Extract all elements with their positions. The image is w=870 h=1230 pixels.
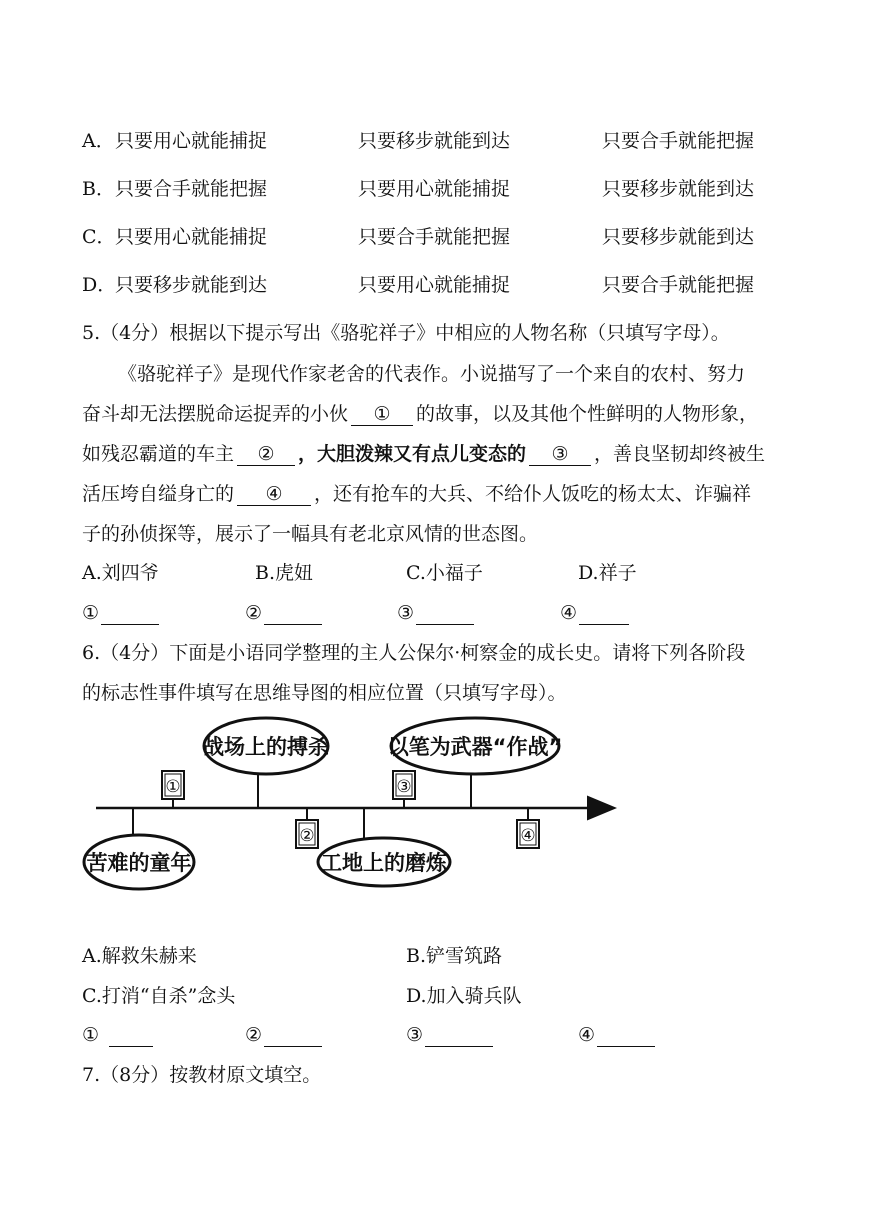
q5-text: ，大胆泼辣又有点儿变态的 <box>298 443 527 465</box>
q5-option-d: D.祥子 <box>578 562 637 584</box>
answer-label: ④ <box>578 1024 596 1046</box>
q6-answer-blank-4[interactable] <box>597 1024 655 1047</box>
answer-label: ④ <box>560 602 578 624</box>
q4-option-b-col3: 只要移步就能到达 <box>602 178 755 200</box>
q5-text: 奋斗却无法摆脱命运捉弄的小伙 <box>82 403 349 425</box>
q5-paragraph-line1: 《骆驼祥子》是现代作家老舍的代表作。小说描写了一个来自的农村、努力 <box>118 363 746 385</box>
q4-option-c-col1: 只要用心就能捕捉 <box>115 226 268 248</box>
q6-option-a: A.解救朱赫来 <box>82 945 197 967</box>
answer-label: ③ <box>406 1024 424 1046</box>
q4-option-c-col3: 只要移步就能到达 <box>602 226 755 248</box>
q4-option-d-letter: D． <box>82 274 117 296</box>
q5-blank-3[interactable]: ③ <box>529 443 591 466</box>
q6-option-c: C.打消“自杀”念头 <box>82 985 236 1007</box>
q5-text: ，还有抢车的大兵、不给仆人饭吃的杨太太、诈骗祥 <box>314 483 752 505</box>
bubble-text: 工地上的磨炼 <box>321 851 447 875</box>
answer-label: ② <box>245 602 263 624</box>
answer-label: ① <box>82 1024 100 1046</box>
marker-label: ① <box>165 777 181 797</box>
q5-text: ，善良坚韧却终被生 <box>594 443 766 465</box>
bubble-construction-site <box>318 838 450 886</box>
q5-blank-4[interactable]: ④ <box>237 483 311 506</box>
q4-option-a-letter: A． <box>82 130 115 152</box>
q4-option-c-col2: 只要合手就能把握 <box>358 226 511 248</box>
marker-label: ② <box>299 826 315 846</box>
bubble-text: 苦难的童年 <box>86 851 192 875</box>
q5-blank-1[interactable]: ① <box>351 403 413 426</box>
q4-option-b-letter: B． <box>82 178 115 200</box>
q5-option-c: C.小福子 <box>406 562 483 584</box>
q5-option-a: A.刘四爷 <box>82 562 159 584</box>
q4-option-a-col3: 只要合手就能把握 <box>602 130 755 152</box>
q4-option-b-col2: 只要用心就能捕捉 <box>358 178 511 200</box>
marker-label: ③ <box>396 777 412 797</box>
q6-stem-line1: 6.（4分）下面是小语同学整理的主人公保尔·柯察金的成长史。请将下列各阶段 <box>82 642 746 664</box>
q5-option-b: B.虎妞 <box>255 562 314 584</box>
q6-answer-2 <box>245 1023 325 1047</box>
q6-answer-3 <box>406 1023 496 1047</box>
q6-answer-blank-3[interactable] <box>425 1024 493 1047</box>
q4-option-a-col1: 只要用心就能捕捉 <box>115 130 268 152</box>
q5-stem: 5.（4分）根据以下提示写出《骆驼祥子》中相应的人物名称（只填写字母）。 <box>82 322 730 344</box>
answer-label: ③ <box>397 602 415 624</box>
marker-box-1[interactable] <box>162 771 184 799</box>
q5-text: 活压垮自缢身亡的 <box>82 483 235 505</box>
q5-text: 如残忍霸道的车主 <box>82 443 235 465</box>
q4-option-c-letter: C． <box>82 226 116 248</box>
q4-option-d-col3: 只要合手就能把握 <box>602 274 755 296</box>
q4-option-d-col1: 只要移步就能到达 <box>115 274 268 296</box>
bubble-childhood <box>84 835 194 889</box>
q4-option-b-col1: 只要合手就能把握 <box>115 178 268 200</box>
marker-box-4[interactable] <box>517 820 539 848</box>
bubble-battlefield <box>203 718 329 774</box>
answer-label: ① <box>82 602 100 624</box>
q6-stem-line2: 的标志性事件填写在思维导图的相应位置（只填写字母）。 <box>82 682 567 704</box>
marker-label: ④ <box>520 826 536 846</box>
q4-option-d-col2: 只要用心就能捕捉 <box>358 274 511 296</box>
marker-box-3[interactable] <box>393 771 415 799</box>
q4-option-a-col2: 只要移步就能到达 <box>358 130 511 152</box>
bubble-pen-as-weapon <box>388 718 563 774</box>
marker-box-2[interactable] <box>296 820 318 848</box>
q6-answer-blank-1[interactable] <box>109 1024 153 1047</box>
q5-text: 的故事，以及其他个性鲜明的人物形象， <box>416 403 759 425</box>
q5-blank-2[interactable]: ② <box>237 443 295 466</box>
bubble-text: 以笔为武器“作战” <box>387 735 563 759</box>
q6-option-b: B.铲雪筑路 <box>406 945 503 967</box>
q5-paragraph-line5: 子的孙侦探等，展示了一幅具有老北京风情的世态图。 <box>82 523 539 545</box>
q7-stem: 7.（8分）按教材原文填空。 <box>82 1064 322 1086</box>
bubble-text: 战场上的搏杀 <box>203 735 329 759</box>
answer-label: ② <box>245 1024 263 1046</box>
q6-option-d: D.加入骑兵队 <box>406 985 522 1007</box>
q6-answer-1 <box>82 1023 156 1047</box>
q6-answer-4 <box>578 1023 658 1047</box>
q6-answer-blank-2[interactable] <box>264 1024 322 1047</box>
